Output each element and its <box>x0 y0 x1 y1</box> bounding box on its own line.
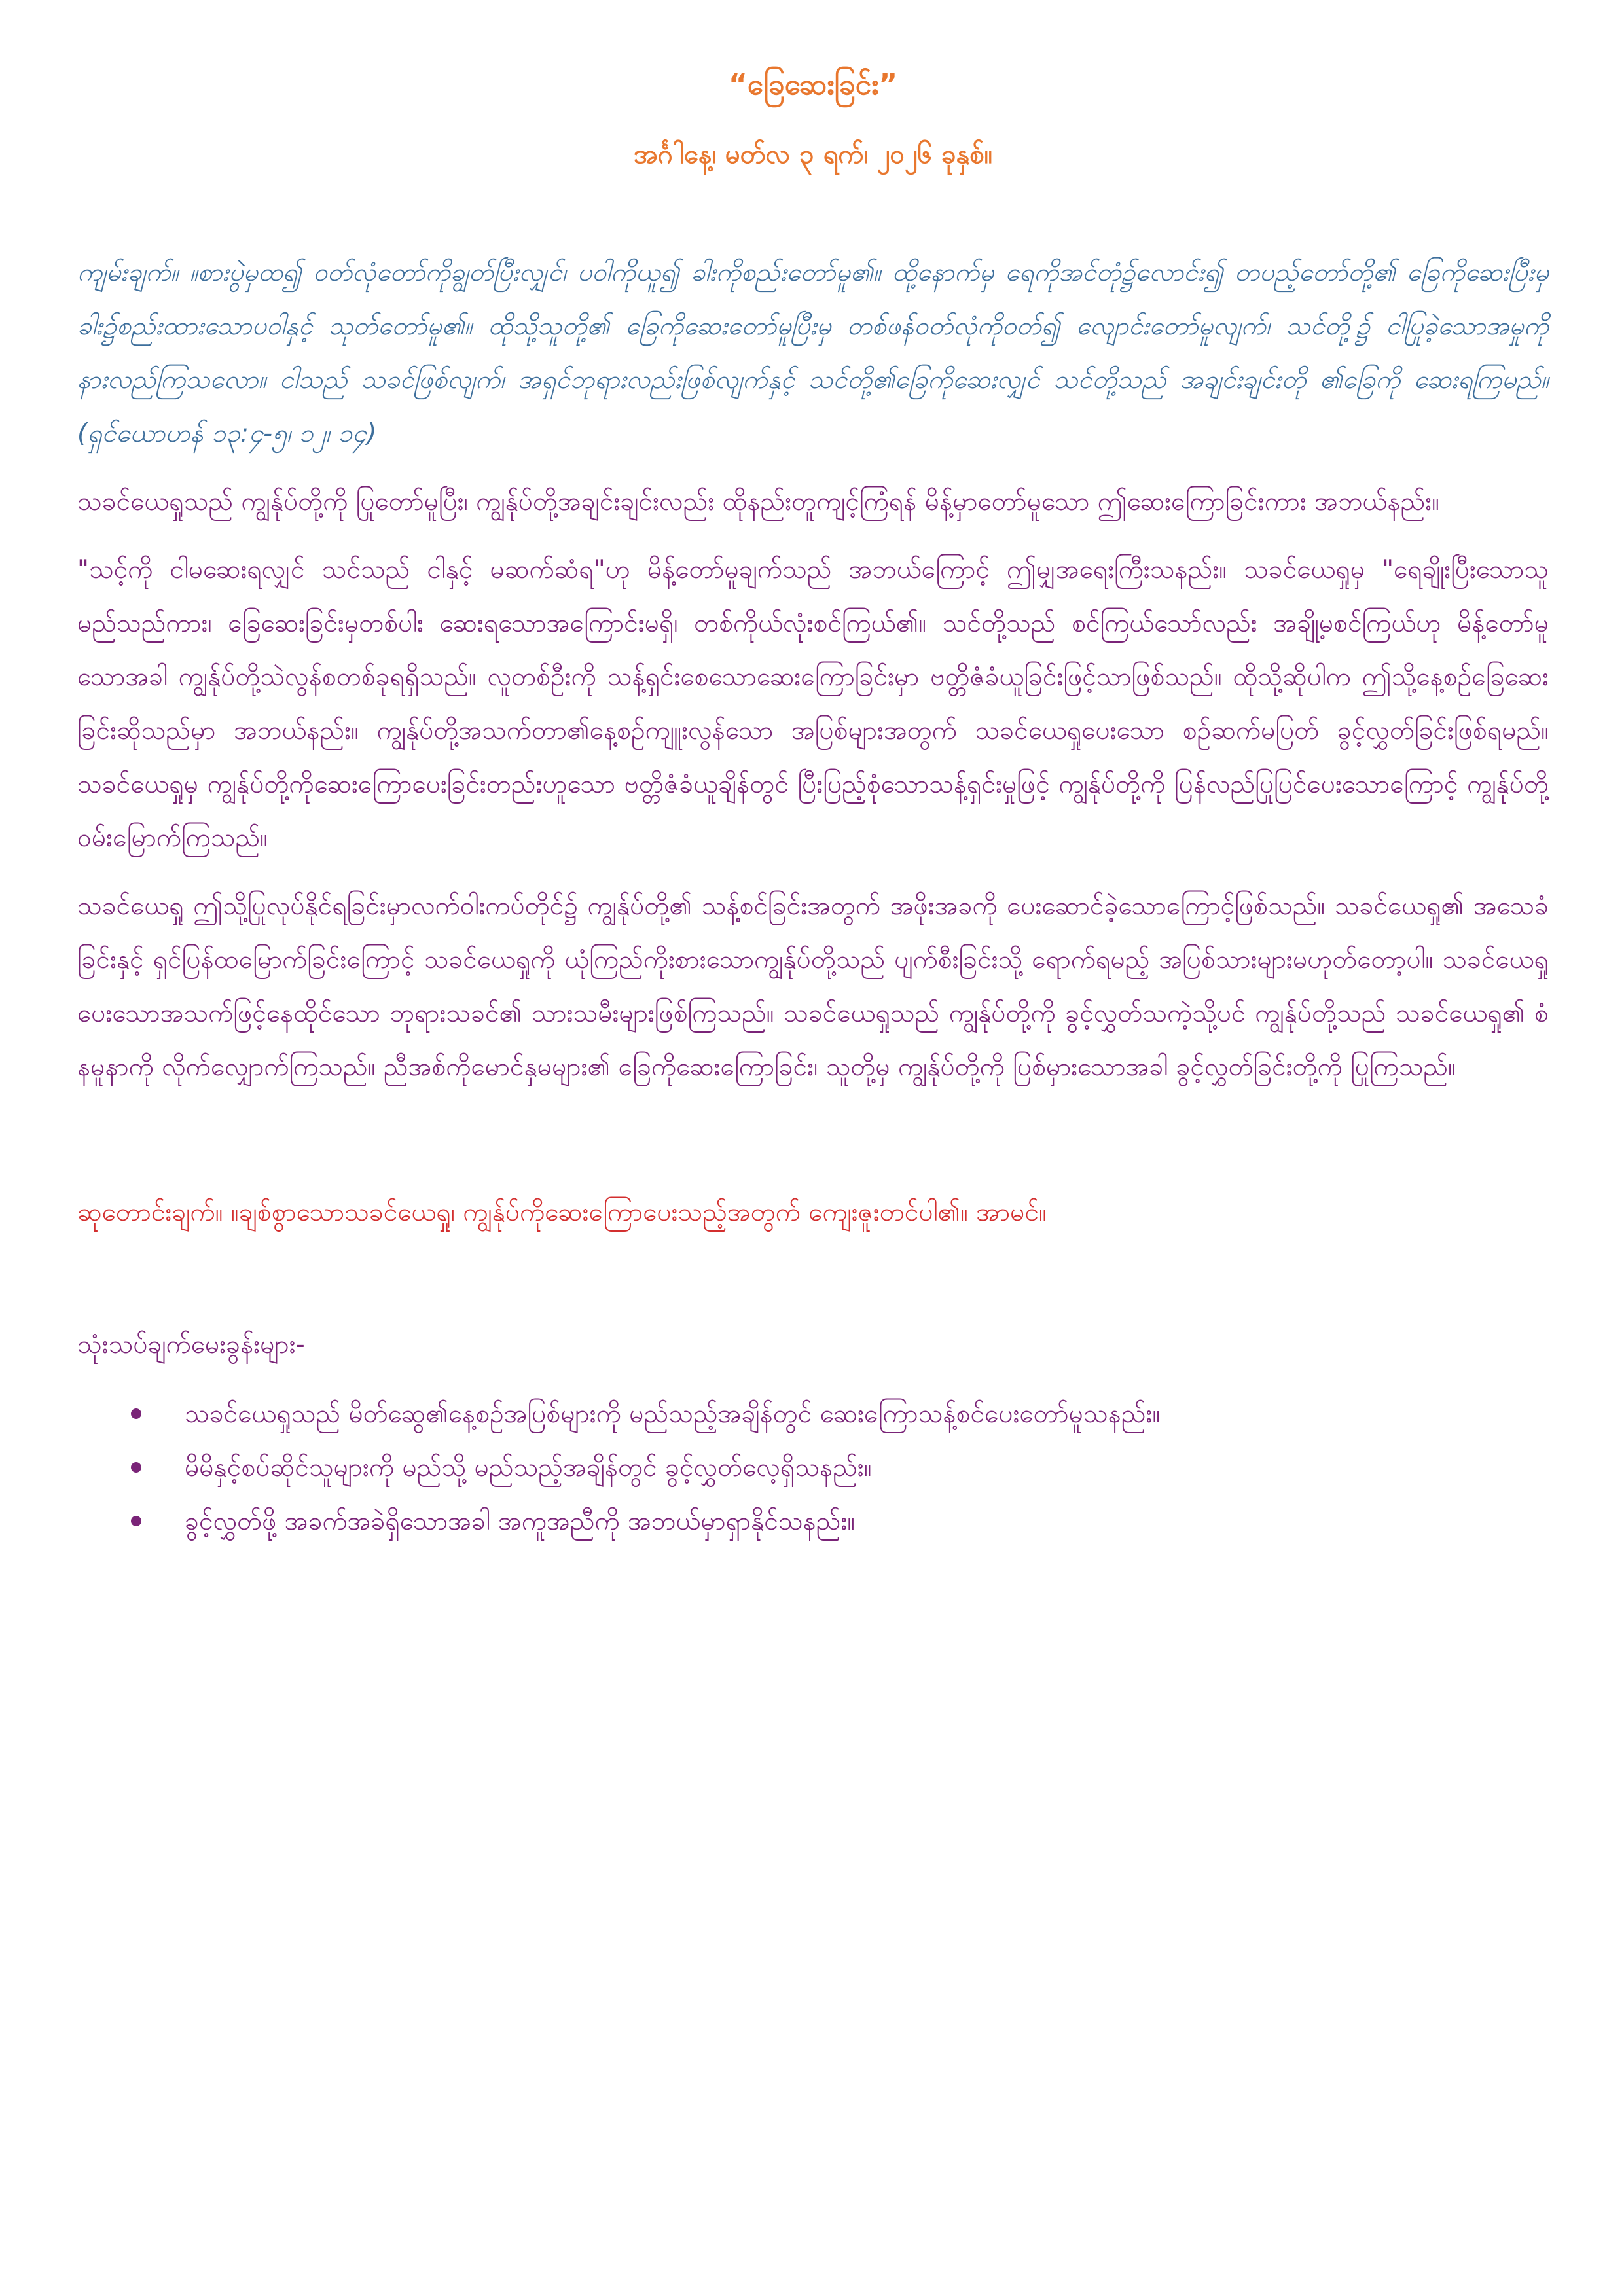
page-title: “ခြေဆေးခြင်း” <box>728 68 898 101</box>
question-text: မိမိနှင့်စပ်ဆိုင်သူများကို မည်သို့ မည်သည့်အချိန်တွင် ခွင့်လွှတ်လေ့ရှိသနည်း။ <box>185 1453 872 1482</box>
bullet-icon <box>131 1516 141 1526</box>
question-text: သခင်ယေရှုသည် မိတ်ဆွေ၏နေ့စဉ်အပြစ်များကို မည်သည့်အချိန်တွင် ဆေးကြောသန့်စင်ပေးတော်မူသနည်း။ <box>185 1399 1161 1429</box>
body-paragraph-2: "သင့်ကို ငါမဆေးရလျှင် သင်သည် ငါနှင့် မဆက်ဆံရ"ဟု မိန့်တော်မူချက်သည် အဘယ်ကြောင့် ဤမျှအရေးကြီးသနည်း။ သခင်ယေရှုမှ "ရေချိုးပြီးသောသူမည်သည်ကား၊ ခြေဆေးခြင်းမှတစ်ပါး ဆေးရသောအကြောင်းမရှိ၊ တစ်ကိုယ်လုံးစင်ကြယ်၏။ သင်တို့သည် စင်ကြယ်သော်လည်း အချို့မစင်ကြယ်ဟု မိန့်တော်မူသောအခါ ကျွန်ုပ်တို့သဲလွန်စတစ်ခုရရှိသည်။ လူတစ်ဦးကို သန့်ရှင်းစေသောဆေးကြောခြင်းမှာ ဗတ္တိဇံခံယူခြင်းဖြင့်သာဖြစ်သည်။ ထိုသို့ဆိုပါက ဤသို့နေ့စဉ်ခြေဆေးခြင်းဆိုသည်မှာ အဘယ်နည်း။ ကျွန်ုပ်တို့အသက်တာ၏နေ့စဉ်ကျူးလွန်သော အပြစ်များအတွက် သခင်ယေရှုပေးသော စဉ်ဆက်မပြတ် ခွင့်လွှတ်ခြင်းဖြစ်ရမည်။ သခင်ယေရှုမှ ကျွန်ုပ်တို့ကိုဆေးကြောပေးခြင်းတည်းဟူသော ဗတ္တိဇံခံယူချိန်တွင် ပြီးပြည့်စုံသောသန့်ရှင်းမှုဖြင့် ကျွန်ုပ်တို့ကို ပြန်လည်ပြုပြင်ပေးသောကြောင့် ကျွန်ုပ်တို့ဝမ်းမြောက်ကြသည်။ <box>77 555 1549 853</box>
bullet-icon <box>131 1462 141 1473</box>
scripture-verse: ကျမ်းချက်။ ။စားပွဲမှထ၍ ဝတ်လုံတော်ကိုချွတ်ပြီးလျှင်၊ ပဝါကိုယူ၍ ခါးကိုစည်းတော်မူ၏။ ထို့နောက်မှ ရေကိုအင်တုံ၌လောင်း၍ တပည့်တော်တို့၏ ခြေကိုဆေးပြီးမှ ခါး၌စည်းထားသောပဝါနှင့် သုတ်တော်မူ၏။ ထိုသို့သူတို့၏ ခြေကိုဆေးတော်မူပြီးမှ တစ်ဖန်ဝတ်လုံကိုဝတ်၍ လျောင်းတော်မူလျက်၊ သင်တို့၌ ငါပြုခဲ့သောအမှုကို နားလည်ကြသလော။ ငါသည် သခင်ဖြစ်လျက်၊ အရှင်ဘုရားလည်းဖြစ်လျက်နှင့် သင်တို့၏ခြေကိုဆေးလျှင် သင်တို့သည် အချင်းချင်းတို ၏ခြေကို ဆေးရကြမည်။ (ရှင်ယောဟန် ၁၃:၄-၅၊ ၁၂၊ ၁၄) <box>77 258 1549 448</box>
body-paragraph-1: သခင်ယေရှုသည် ကျွန်ုပ်တို့ကို ပြုတော်မူပြီး၊ ကျွန်ုပ်တို့အချင်းချင်းလည်း ထိုနည်းတူကျင့်ကြံရန် မိန့်မှာတော်မူသော ဤဆေးကြောခြင်းကား အဘယ်နည်း။ <box>77 487 1439 516</box>
list-item <box>131 1441 1549 1495</box>
list-item <box>131 1388 1549 1441</box>
body-paragraph-3: သခင်ယေရှု ဤသို့ပြုလုပ်နိုင်ရခြင်းမှာလက်ဝါးကပ်တိုင်၌ ကျွန်ုပ်တို့၏ သန့်စင်ခြင်းအတွက် အဖိုးအခကို ပေးဆောင်ခဲ့သောကြောင့်ဖြစ်သည်။ သခင်ယေရှု၏ အသေခံခြင်းနှင့် ရှင်ပြန်ထမြောက်ခြင်းကြောင့် သခင်ယေရှုကို ယုံကြည်ကိုးစားသောကျွန်ုပ်တို့သည် ပျက်စီးခြင်းသို့ ရောက်ရမည့် အပြစ်သားများမဟုတ်တော့ပါ။ သခင်ယေရှုပေးသောအသက်ဖြင့်နေထိုင်သော ဘုရားသခင်၏ သားသမီးများဖြစ်ကြသည်။ သခင်ယေရှုသည် ကျွန်ုပ်တို့ကို ခွင့်လွှတ်သကဲ့သို့ပင် ကျွန်ုပ်တို့သည် သခင်ယေရှု၏ စံနမူနာကို လိုက်လျှောက်ကြသည်။ ညီအစ်ကိုမောင်နှမများ၏ ခြေကိုဆေးကြောခြင်း၊ သူတို့မှ ကျွန်ုပ်တို့ကို ပြစ်မှားသောအခါ ခွင့်လွှတ်ခြင်းတို့ကို ပြုကြသည်။ <box>77 891 1549 1082</box>
bullet-icon <box>131 1408 141 1419</box>
page-date: အင်္ဂါနေ့၊ မတ်လ ၃ ရက်၊ ၂၀၂၆ ခုနှစ်။ <box>634 139 992 170</box>
list-item <box>131 1495 1549 1549</box>
question-text: ခွင့်လွှတ်ဖို့ အခက်အခဲရှိသောအခါ အကူအညီကို အဘယ်မှာရှာနိုင်သနည်း။ <box>185 1507 856 1536</box>
questions-list <box>77 1388 1549 1549</box>
prayer-text: ဆုတောင်းချက်။ ။ချစ်စွာသောသခင်ယေရှု၊ ကျွန်ုပ်ကိုဆေးကြောပေးသည့်အတွက် ကျေးဇူးတင်ပါ၏။ အာမင်။ <box>77 1198 1047 1227</box>
questions-heading: သုံးသပ်ချက်မေးခွန်းများ- <box>77 1330 305 1359</box>
